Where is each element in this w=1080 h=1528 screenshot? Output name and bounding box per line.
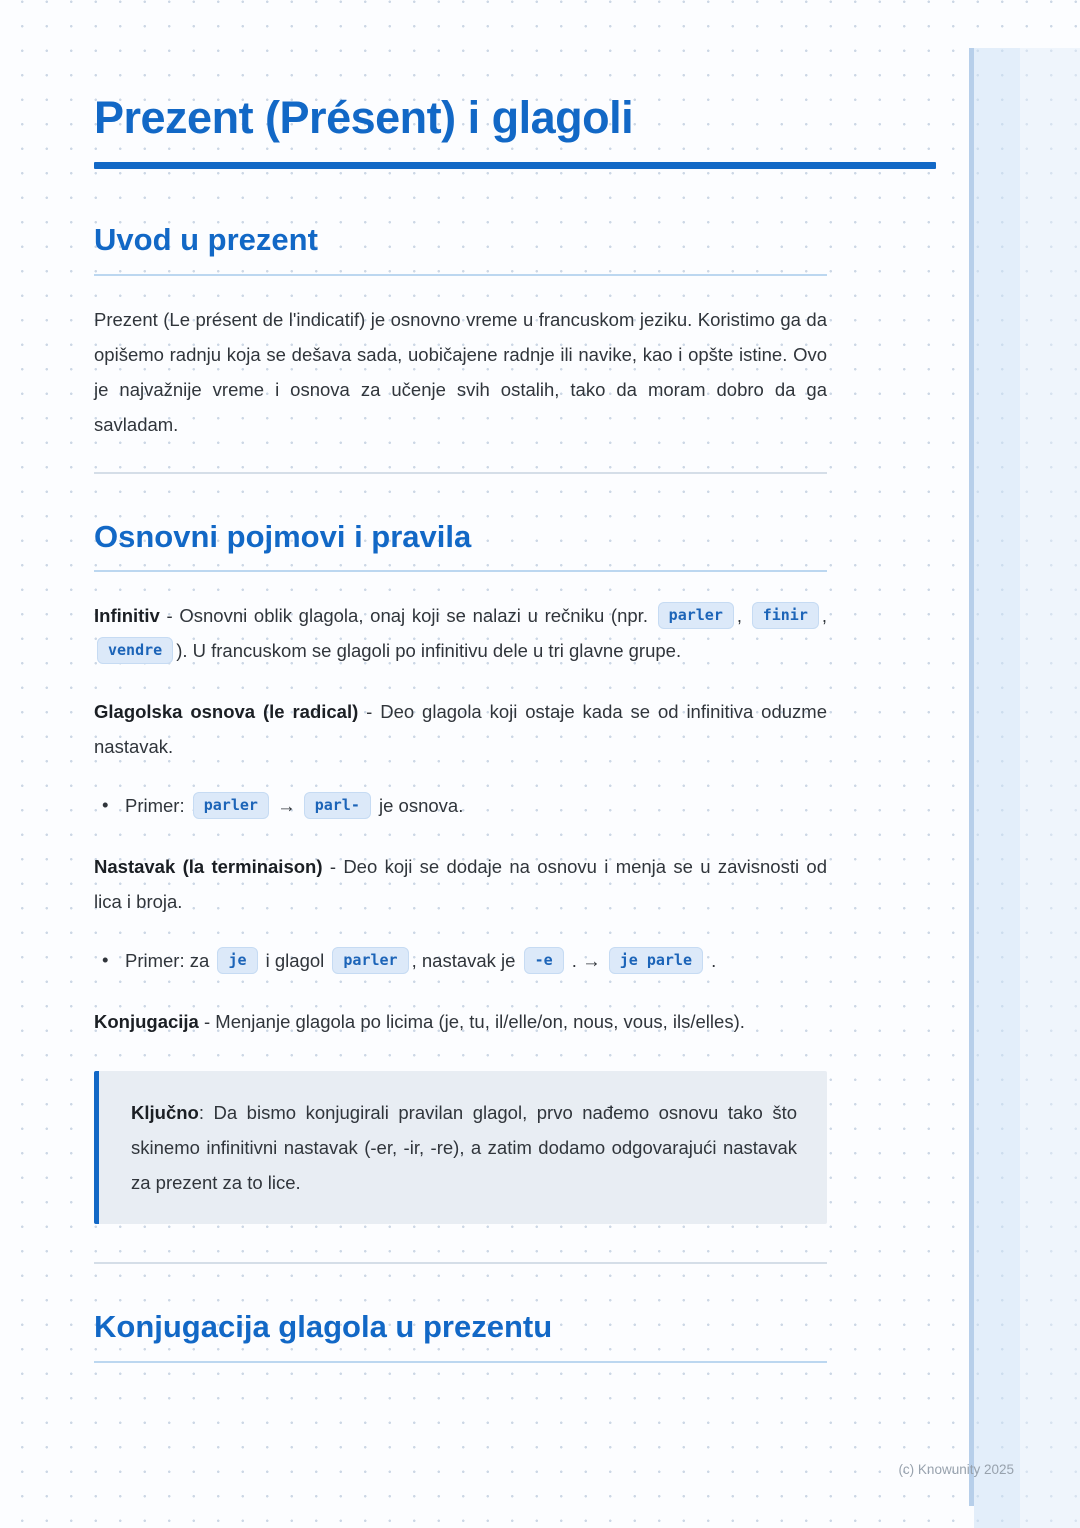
code-chip-je: je	[217, 947, 257, 974]
document-content	[94, 0, 827, 1363]
text-run: .	[705, 950, 717, 972]
code-chip-parler-3: parler	[332, 947, 408, 974]
text-run: - Deo glagola koji ostaje kada se od infinitiva oduzme nastavak.	[94, 701, 827, 758]
arrow-text: . →	[566, 950, 606, 972]
title-underline	[94, 162, 936, 169]
right-edge-band	[1020, 48, 1080, 1528]
term-nastavak: Nastavak (la terminaison)	[94, 856, 323, 878]
section-divider-2	[94, 1262, 827, 1264]
footer-copyright: (c) Knowunity 2025	[898, 1462, 1014, 1477]
code-chip-e-ending: -e	[524, 947, 564, 974]
code-chip-parl-stem: parl-	[304, 792, 371, 819]
text-run: - Osnovni oblik glagola, onaj koji se nalazi u rečniku (npr.	[159, 605, 655, 627]
page-title: Prezent (Présent) i glagoli	[94, 92, 634, 143]
callout-kljucno	[94, 1071, 827, 1224]
code-chip-finir: finir	[752, 602, 819, 629]
text-run: ). U francuskom se glagoli po infinitivu dele u tri glavne grupe.	[176, 640, 682, 662]
paragraph-konjugacija	[94, 1004, 827, 1039]
text-run: Primer: za	[125, 950, 215, 972]
text-run: i glagol	[260, 950, 330, 972]
paragraph-infinitiv	[94, 598, 827, 668]
section-konjugacija	[94, 1308, 827, 1363]
heading-pojmovi: Osnovni pojmovi i pravila	[94, 518, 827, 573]
heading-uvod: Uvod u prezent	[94, 221, 827, 276]
bullet-icon: •	[102, 949, 109, 971]
text-run: , nastavak je	[411, 950, 521, 972]
paragraph-uvod	[94, 302, 827, 442]
term-osnova: Glagolska osnova (le radical)	[94, 701, 359, 723]
paragraph-uvod-text: Prezent (Le présent de l'indicatif) je osnovno vreme u francuskom jeziku. Koristimo ga da opišemo radnju koja se dešava sada, uobičajene radnje ili navike, kao i opšte istine. Ovo je najvažnije vreme i osnova za učenje svih ostalih, tako da moram dobro da ga savladam.	[94, 308, 827, 435]
callout-text	[131, 1095, 797, 1200]
code-chip-je-parle: je parle	[609, 947, 703, 974]
paragraph-osnova	[94, 694, 827, 764]
code-chip-vendre: vendre	[97, 637, 173, 664]
text-run: - Deo koji se dodaje na osnovu i menja se u zavisnosti od lica i broja.	[94, 856, 827, 913]
text-run: ,	[736, 605, 749, 627]
right-margin-band	[974, 48, 1020, 1528]
list-item-nastavak-primer	[94, 943, 827, 978]
text-run: ,	[821, 605, 827, 627]
section-divider-1	[94, 472, 827, 474]
code-chip-parler-2: parler	[193, 792, 269, 819]
term-infinitiv: Infinitiv	[94, 605, 160, 627]
section-pojmovi	[94, 518, 827, 1225]
arrow-text: →	[271, 795, 301, 817]
paragraph-nastavak	[94, 849, 827, 919]
text-run: Primer:	[125, 795, 190, 817]
list-item-osnova-primer	[94, 788, 827, 823]
text-run: : Da bismo konjugirali pravilan glagol, prvo nađemo osnovu tako što skinemo infinitivni nastavak (-er, -ir, -re), a zatim dodamo odgovarajući nastavak za prezent za to lice.	[131, 1102, 797, 1194]
text-run: je osnova.	[373, 795, 464, 817]
bullet-icon: •	[102, 794, 109, 816]
heading-konjugacija: Konjugacija glagola u prezentu	[94, 1308, 827, 1363]
code-chip-parler: parler	[658, 602, 734, 629]
text-run: - Menjanje glagola po licima (je, tu, il/elle/on, nous, vous, ils/elles).	[198, 1011, 745, 1033]
section-uvod	[94, 221, 827, 442]
term-kljucno: Ključno	[131, 1102, 199, 1124]
term-konjugacija: Konjugacija	[94, 1011, 199, 1033]
